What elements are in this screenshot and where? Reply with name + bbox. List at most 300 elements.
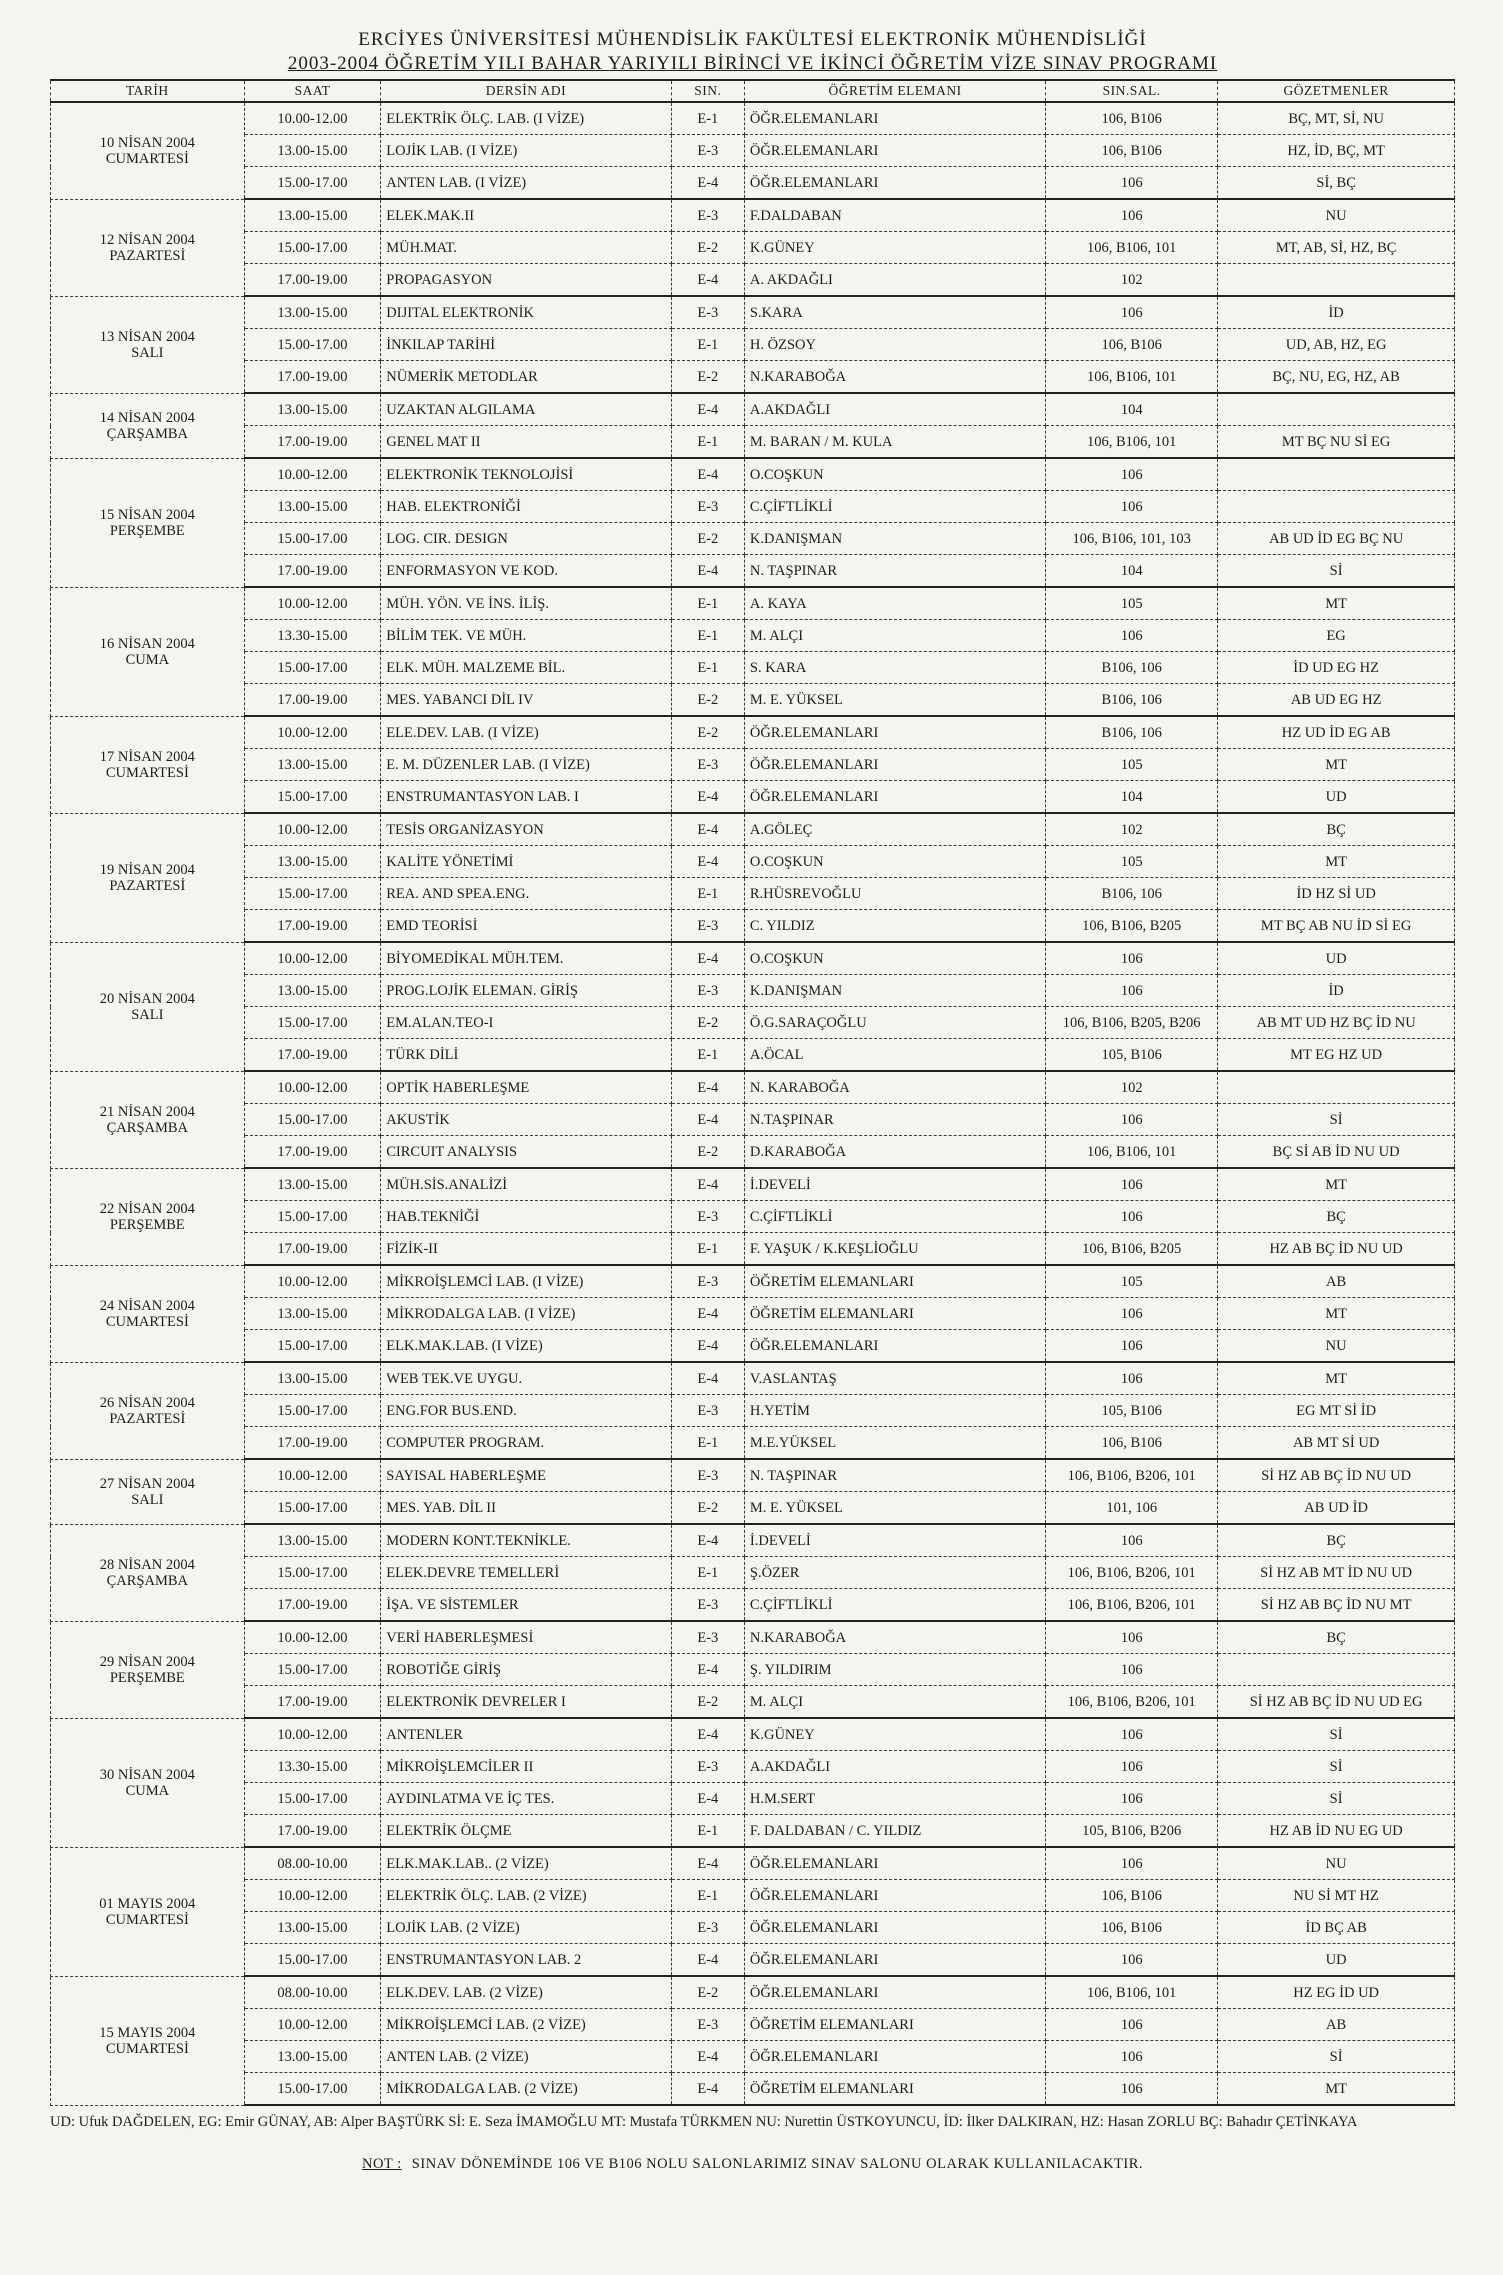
observers-cell: MT, AB, Sİ, HZ, BÇ xyxy=(1218,232,1455,264)
time-cell: 15.00-17.00 xyxy=(244,167,381,200)
time-cell: 15.00-17.00 xyxy=(244,232,381,264)
instructor-cell: A.AKDAĞLI xyxy=(744,1751,1045,1783)
table-row xyxy=(51,749,1455,781)
table-row xyxy=(51,910,1455,943)
observers-cell xyxy=(1218,491,1455,523)
time-cell: 13.30-15.00 xyxy=(244,620,381,652)
room-cell: 106, B106, B206, 101 xyxy=(1046,1557,1218,1589)
instructor-cell: ÖĞR.ELEMANLARI xyxy=(744,135,1045,167)
date-cell xyxy=(51,1362,245,1459)
col-header-class: SIN. xyxy=(671,80,744,102)
instructor-cell: O.COŞKUN xyxy=(744,846,1045,878)
table-row xyxy=(51,1589,1455,1622)
time-cell: 17.00-19.00 xyxy=(244,426,381,459)
date-cell xyxy=(51,1524,245,1621)
time-cell: 15.00-17.00 xyxy=(244,1492,381,1525)
time-cell: 17.00-19.00 xyxy=(244,264,381,297)
instructor-cell: N.KARABOĞA xyxy=(744,1621,1045,1654)
room-cell: 106 xyxy=(1046,620,1218,652)
room-cell: 106 xyxy=(1046,942,1218,975)
note-text: SINAV DÖNEMİNDE 106 VE B106 NOLU SALONLARIMIZ SINAV SALONU OLARAK KULLANILACAKTIR. xyxy=(411,2156,1144,2172)
observers-cell: MT xyxy=(1218,1168,1455,1201)
instructor-cell: ÖĞR.ELEMANLARI xyxy=(744,1944,1045,1977)
observers-cell xyxy=(1218,1071,1455,1104)
course-cell: ENSTRUMANTASYON LAB. 2 xyxy=(381,1944,671,1977)
table-row xyxy=(51,102,1455,135)
class-cell: E-4 xyxy=(671,1847,744,1880)
observers-cell: AB UD İD EG BÇ NU xyxy=(1218,523,1455,555)
observers-cell: İD HZ Sİ UD xyxy=(1218,878,1455,910)
time-cell: 10.00-12.00 xyxy=(244,942,381,975)
weekday-text: SALI xyxy=(131,1491,164,1508)
observers-cell: İD xyxy=(1218,975,1455,1007)
table-row xyxy=(51,1751,1455,1783)
class-cell: E-3 xyxy=(671,1265,744,1298)
course-cell: PROG.LOJİK ELEMAN. GİRİŞ xyxy=(381,975,671,1007)
table-row xyxy=(51,684,1455,717)
table-row xyxy=(51,232,1455,264)
observers-cell: Sİ HZ AB MT İD NU UD xyxy=(1218,1557,1455,1589)
table-row xyxy=(51,1104,1455,1136)
observers-cell: Sİ xyxy=(1218,1718,1455,1751)
instructor-cell: C.ÇİFTLİKLİ xyxy=(744,1201,1045,1233)
course-cell: İŞA. VE SİSTEMLER xyxy=(381,1589,671,1622)
room-cell: 106, B106, 101 xyxy=(1046,361,1218,394)
time-cell: 17.00-19.00 xyxy=(244,555,381,588)
observers-cell: UD xyxy=(1218,781,1455,814)
legend xyxy=(50,2112,1455,2132)
time-cell: 10.00-12.00 xyxy=(244,1071,381,1104)
class-cell: E-2 xyxy=(671,684,744,717)
time-cell: 10.00-12.00 xyxy=(244,716,381,749)
table-row xyxy=(51,652,1455,684)
table-row xyxy=(51,813,1455,846)
course-cell: GENEL MAT II xyxy=(381,426,671,459)
table-row xyxy=(51,1039,1455,1072)
time-cell: 13.00-15.00 xyxy=(244,1168,381,1201)
room-cell: 104 xyxy=(1046,555,1218,588)
table-header-row xyxy=(51,80,1455,102)
observers-cell xyxy=(1218,458,1455,491)
class-cell: E-1 xyxy=(671,329,744,361)
date-cell xyxy=(51,813,245,942)
course-cell: FİZİK-II xyxy=(381,1233,671,1266)
table-row xyxy=(51,1686,1455,1719)
table-row xyxy=(51,1233,1455,1266)
class-cell: E-3 xyxy=(671,1751,744,1783)
table-row xyxy=(51,1395,1455,1427)
course-cell: BİLİM TEK. VE MÜH. xyxy=(381,620,671,652)
instructor-cell: N. TAŞPINAR xyxy=(744,1459,1045,1492)
date-text: 13 NİSAN 2004 xyxy=(99,328,195,345)
class-cell: E-4 xyxy=(671,1362,744,1395)
class-cell: E-4 xyxy=(671,1104,744,1136)
room-cell: 102 xyxy=(1046,813,1218,846)
header-line-1: ERCİYES ÜNİVERSİTESİ MÜHENDİSLİK FAKÜLTESİ ELEKTRONİK MÜHENDİSLİĞİ xyxy=(358,29,1147,50)
date-cell xyxy=(51,942,245,1071)
instructor-cell: ÖĞRETİM ELEMANLARI xyxy=(744,2073,1045,2106)
room-cell: 106, B106, 101 xyxy=(1046,232,1218,264)
weekday-text: PERŞEMBE xyxy=(109,1669,185,1686)
class-cell: E-4 xyxy=(671,942,744,975)
class-cell: E-3 xyxy=(671,749,744,781)
course-cell: MİKRODALGA LAB. (2 VİZE) xyxy=(381,2073,671,2106)
instructor-cell: R.HÜSREVOĞLU xyxy=(744,878,1045,910)
date-text: 26 NİSAN 2004 xyxy=(99,1394,195,1411)
date-text: 10 NİSAN 2004 xyxy=(99,134,195,151)
time-cell: 15.00-17.00 xyxy=(244,2073,381,2106)
course-cell: MİKROİŞLEMCİ LAB. (2 VİZE) xyxy=(381,2009,671,2041)
time-cell: 13.00-15.00 xyxy=(244,749,381,781)
time-cell: 15.00-17.00 xyxy=(244,329,381,361)
instructor-cell: N.KARABOĞA xyxy=(744,361,1045,394)
observers-cell: Sİ HZ AB BÇ İD NU UD xyxy=(1218,1459,1455,1492)
time-cell: 10.00-12.00 xyxy=(244,458,381,491)
time-cell: 10.00-12.00 xyxy=(244,102,381,135)
observers-cell: MT xyxy=(1218,846,1455,878)
class-cell: E-2 xyxy=(671,1136,744,1169)
course-cell: VERİ HABERLEŞMESİ xyxy=(381,1621,671,1654)
room-cell: 105 xyxy=(1046,749,1218,781)
table-row xyxy=(51,1362,1455,1395)
date-cell xyxy=(51,716,245,813)
table-row xyxy=(51,329,1455,361)
room-cell: 106 xyxy=(1046,1718,1218,1751)
table-row xyxy=(51,393,1455,426)
room-cell: 106, B106 xyxy=(1046,102,1218,135)
time-cell: 15.00-17.00 xyxy=(244,652,381,684)
room-cell: 106, B106, 101 xyxy=(1046,1976,1218,2009)
class-cell: E-4 xyxy=(671,1524,744,1557)
instructor-cell: ÖĞR.ELEMANLARI xyxy=(744,2041,1045,2073)
observers-cell: BÇ, NU, EG, HZ, AB xyxy=(1218,361,1455,394)
time-cell: 10.00-12.00 xyxy=(244,587,381,620)
class-cell: E-2 xyxy=(671,1976,744,2009)
date-text: 28 NİSAN 2004 xyxy=(99,1556,195,1573)
room-cell: 106 xyxy=(1046,1330,1218,1363)
class-cell: E-3 xyxy=(671,2009,744,2041)
room-cell: 106 xyxy=(1046,2073,1218,2106)
table-row xyxy=(51,878,1455,910)
col-header-observers: GÖZETMENLER xyxy=(1218,80,1455,102)
date-cell xyxy=(51,1168,245,1265)
date-text: 12 NİSAN 2004 xyxy=(99,231,195,248)
time-cell: 10.00-12.00 xyxy=(244,813,381,846)
table-row xyxy=(51,361,1455,394)
time-cell: 13.00-15.00 xyxy=(244,393,381,426)
time-cell: 15.00-17.00 xyxy=(244,1007,381,1039)
instructor-cell: H.M.SERT xyxy=(744,1783,1045,1815)
col-header-time: SAAT xyxy=(244,80,381,102)
course-cell: ELEKTRİK ÖLÇ. LAB. (2 VİZE) xyxy=(381,1880,671,1912)
room-cell: 106 xyxy=(1046,975,1218,1007)
instructor-cell: N. TAŞPINAR xyxy=(744,555,1045,588)
instructor-cell: C.ÇİFTLİKLİ xyxy=(744,491,1045,523)
course-cell: ELEKTRONİK DEVRELER I xyxy=(381,1686,671,1719)
instructor-cell: H. ÖZSOY xyxy=(744,329,1045,361)
weekday-text: CUMARTESİ xyxy=(105,1313,189,1330)
instructor-cell: K.DANIŞMAN xyxy=(744,975,1045,1007)
class-cell: E-1 xyxy=(671,620,744,652)
time-cell: 13.00-15.00 xyxy=(244,1362,381,1395)
room-cell: 105 xyxy=(1046,587,1218,620)
observers-cell: Sİ, BÇ xyxy=(1218,167,1455,200)
table-row xyxy=(51,1815,1455,1848)
instructor-cell: ÖĞRETİM ELEMANLARI xyxy=(744,2009,1045,2041)
course-cell: ELK.MAK.LAB. (I VİZE) xyxy=(381,1330,671,1363)
room-cell: 106, B106 xyxy=(1046,135,1218,167)
observers-cell: İD UD EG HZ xyxy=(1218,652,1455,684)
date-text: 27 NİSAN 2004 xyxy=(99,1475,195,1492)
observers-cell: Sİ HZ AB BÇ İD NU UD EG xyxy=(1218,1686,1455,1719)
room-cell: 106, B106, B206, 101 xyxy=(1046,1686,1218,1719)
class-cell: E-4 xyxy=(671,1944,744,1977)
time-cell: 15.00-17.00 xyxy=(244,523,381,555)
weekday-text: CUMARTESİ xyxy=(105,2040,189,2057)
date-text: 20 NİSAN 2004 xyxy=(99,990,195,1007)
observers-cell: MT xyxy=(1218,587,1455,620)
time-cell: 13.00-15.00 xyxy=(244,1524,381,1557)
schedule-body xyxy=(51,102,1455,2105)
table-row xyxy=(51,2009,1455,2041)
course-cell: MÜH. YÖN. VE İNS. İLİŞ. xyxy=(381,587,671,620)
table-row xyxy=(51,1298,1455,1330)
class-cell: E-4 xyxy=(671,846,744,878)
room-cell: 106, B106, 101 xyxy=(1046,426,1218,459)
room-cell: 106, B106 xyxy=(1046,1880,1218,1912)
time-cell: 10.00-12.00 xyxy=(244,1265,381,1298)
observers-cell: HZ AB BÇ İD NU UD xyxy=(1218,1233,1455,1266)
room-cell: 102 xyxy=(1046,1071,1218,1104)
course-cell: MES. YAB. DİL II xyxy=(381,1492,671,1525)
room-cell: 106 xyxy=(1046,1847,1218,1880)
course-cell: DIJITAL ELEKTRONİK xyxy=(381,296,671,329)
table-row xyxy=(51,1427,1455,1460)
instructor-cell: M.E.YÜKSEL xyxy=(744,1427,1045,1460)
course-cell: ELK. MÜH. MALZEME BİL. xyxy=(381,652,671,684)
room-cell: 106, B106, B206, 101 xyxy=(1046,1459,1218,1492)
course-cell: ANTEN LAB. (I VİZE) xyxy=(381,167,671,200)
date-cell xyxy=(51,1847,245,1976)
course-cell: CIRCUIT ANALYSIS xyxy=(381,1136,671,1169)
col-header-date: TARİH xyxy=(51,80,245,102)
instructor-cell: ÖĞR.ELEMANLARI xyxy=(744,749,1045,781)
instructor-cell: F.DALDABAN xyxy=(744,199,1045,232)
weekday-text: SALI xyxy=(131,1006,164,1023)
room-cell: 106, B106, 101 xyxy=(1046,1136,1218,1169)
course-cell: AKUSTİK xyxy=(381,1104,671,1136)
room-cell: 105, B106 xyxy=(1046,1395,1218,1427)
time-cell: 13.00-15.00 xyxy=(244,1912,381,1944)
time-cell: 15.00-17.00 xyxy=(244,1557,381,1589)
room-cell: 106, B106, B205, B206 xyxy=(1046,1007,1218,1039)
time-cell: 17.00-19.00 xyxy=(244,1136,381,1169)
date-text: 22 NİSAN 2004 xyxy=(99,1200,195,1217)
time-cell: 13.00-15.00 xyxy=(244,975,381,1007)
time-cell: 17.00-19.00 xyxy=(244,684,381,717)
room-cell: B106, 106 xyxy=(1046,878,1218,910)
class-cell: E-1 xyxy=(671,1427,744,1460)
instructor-cell: C. YILDIZ xyxy=(744,910,1045,943)
time-cell: 15.00-17.00 xyxy=(244,878,381,910)
room-cell: 105 xyxy=(1046,1265,1218,1298)
room-cell: 104 xyxy=(1046,781,1218,814)
class-cell: E-4 xyxy=(671,167,744,200)
class-cell: E-1 xyxy=(671,587,744,620)
document-page xyxy=(50,28,1455,2173)
class-cell: E-1 xyxy=(671,1815,744,1848)
date-cell xyxy=(51,458,245,587)
legend-text: UD: Ufuk DAĞDELEN, EG: Emir GÜNAY, AB: Alper BAŞTÜRK Sİ: E. Seza İMAMOĞLU MT: Mustafa TÜRKMEN NU: Nurettin ÜSTKOYUNCU, İD: İlker DALKIRAN, HZ: Hasan ZORLU BÇ: Bahadır ÇETİNKAYA xyxy=(50,2114,1358,2130)
date-cell xyxy=(51,1718,245,1847)
observers-cell xyxy=(1218,393,1455,426)
instructor-cell: F. DALDABAN / C. YILDIZ xyxy=(744,1815,1045,1848)
observers-cell: HZ EG İD UD xyxy=(1218,1976,1455,2009)
class-cell: E-4 xyxy=(671,1654,744,1686)
note-label: NOT : xyxy=(361,2156,402,2172)
weekday-text: CUMARTESİ xyxy=(105,150,189,167)
weekday-text: CUMA xyxy=(125,1782,170,1799)
table-row xyxy=(51,1880,1455,1912)
table-row xyxy=(51,1524,1455,1557)
instructor-cell: ÖĞRETİM ELEMANLARI xyxy=(744,1265,1045,1298)
table-row xyxy=(51,135,1455,167)
room-cell: 104 xyxy=(1046,393,1218,426)
observers-cell: UD xyxy=(1218,1944,1455,1977)
class-cell: E-3 xyxy=(671,1201,744,1233)
observers-cell: MT BÇ NU Sİ EG xyxy=(1218,426,1455,459)
observers-cell xyxy=(1218,1654,1455,1686)
date-text: 14 NİSAN 2004 xyxy=(99,409,195,426)
class-cell: E-3 xyxy=(671,1395,744,1427)
observers-cell: AB UD EG HZ xyxy=(1218,684,1455,717)
time-cell: 15.00-17.00 xyxy=(244,1783,381,1815)
course-cell: ENFORMASYON VE KOD. xyxy=(381,555,671,588)
class-cell: E-4 xyxy=(671,458,744,491)
table-row xyxy=(51,1168,1455,1201)
observers-cell: EG xyxy=(1218,620,1455,652)
observers-cell: EG MT Sİ İD xyxy=(1218,1395,1455,1427)
course-cell: KALİTE YÖNETİMİ xyxy=(381,846,671,878)
course-cell: MODERN KONT.TEKNİKLE. xyxy=(381,1524,671,1557)
instructor-cell: M. BARAN / M. KULA xyxy=(744,426,1045,459)
class-cell: E-4 xyxy=(671,2041,744,2073)
time-cell: 10.00-12.00 xyxy=(244,1880,381,1912)
class-cell: E-1 xyxy=(671,1233,744,1266)
table-row xyxy=(51,1783,1455,1815)
instructor-cell: ÖĞR.ELEMANLARI xyxy=(744,1880,1045,1912)
date-text: 24 NİSAN 2004 xyxy=(99,1297,195,1314)
time-cell: 08.00-10.00 xyxy=(244,1976,381,2009)
class-cell: E-2 xyxy=(671,1686,744,1719)
course-cell: ELEKTRİK ÖLÇ. LAB. (I VİZE) xyxy=(381,102,671,135)
date-cell xyxy=(51,393,245,458)
table-row xyxy=(51,1007,1455,1039)
table-row xyxy=(51,1201,1455,1233)
weekday-text: ÇARŞAMBA xyxy=(106,425,189,442)
instructor-cell: M. E. YÜKSEL xyxy=(744,684,1045,717)
course-cell: MİKROİŞLEMCİLER II xyxy=(381,1751,671,1783)
observers-cell: AB MT UD HZ BÇ İD NU xyxy=(1218,1007,1455,1039)
weekday-text: CUMARTESİ xyxy=(105,764,189,781)
time-cell: 13.00-15.00 xyxy=(244,846,381,878)
room-cell: 106 xyxy=(1046,167,1218,200)
room-cell: 106 xyxy=(1046,296,1218,329)
instructor-cell: ÖĞR.ELEMANLARI xyxy=(744,102,1045,135)
class-cell: E-4 xyxy=(671,1330,744,1363)
class-cell: E-4 xyxy=(671,2073,744,2106)
course-cell: ROBOTİĞE GİRİŞ xyxy=(381,1654,671,1686)
date-text: 16 NİSAN 2004 xyxy=(99,635,195,652)
time-cell: 17.00-19.00 xyxy=(244,1589,381,1622)
instructor-cell: İ.DEVELİ xyxy=(744,1524,1045,1557)
instructor-cell: A.ÖCAL xyxy=(744,1039,1045,1072)
table-row xyxy=(51,975,1455,1007)
date-text: 15 NİSAN 2004 xyxy=(99,506,195,523)
time-cell: 15.00-17.00 xyxy=(244,1330,381,1363)
observers-cell: AB MT Sİ UD xyxy=(1218,1427,1455,1460)
instructor-cell: K.DANIŞMAN xyxy=(744,523,1045,555)
room-cell: 106 xyxy=(1046,2041,1218,2073)
time-cell: 08.00-10.00 xyxy=(244,1847,381,1880)
class-cell: E-3 xyxy=(671,135,744,167)
date-cell xyxy=(51,1621,245,1718)
class-cell: E-4 xyxy=(671,781,744,814)
observers-cell: HZ AB İD NU EG UD xyxy=(1218,1815,1455,1848)
course-cell: MES. YABANCI DİL IV xyxy=(381,684,671,717)
room-cell: 106 xyxy=(1046,1751,1218,1783)
time-cell: 13.00-15.00 xyxy=(244,296,381,329)
instructor-cell: ÖĞR.ELEMANLARI xyxy=(744,781,1045,814)
class-cell: E-1 xyxy=(671,1880,744,1912)
instructor-cell: ÖĞR.ELEMANLARI xyxy=(744,1976,1045,2009)
class-cell: E-4 xyxy=(671,813,744,846)
table-row xyxy=(51,1557,1455,1589)
table-row xyxy=(51,1071,1455,1104)
header-line-2: 2003-2004 ÖĞRETİM YILI BAHAR YARIYILI BİRİNCİ VE İKİNCİ ÖĞRETİM VİZE SINAV PROGRAMI xyxy=(287,53,1218,74)
observers-cell: BÇ xyxy=(1218,1201,1455,1233)
instructor-cell: İ.DEVELİ xyxy=(744,1168,1045,1201)
observers-cell xyxy=(1218,264,1455,297)
instructor-cell: A.AKDAĞLI xyxy=(744,393,1045,426)
instructor-cell: A. AKDAĞLI xyxy=(744,264,1045,297)
observers-cell: AB xyxy=(1218,1265,1455,1298)
class-cell: E-3 xyxy=(671,1621,744,1654)
instructor-cell: K.GÜNEY xyxy=(744,1718,1045,1751)
time-cell: 10.00-12.00 xyxy=(244,1459,381,1492)
time-cell: 15.00-17.00 xyxy=(244,1201,381,1233)
table-row xyxy=(51,942,1455,975)
table-row xyxy=(51,1492,1455,1525)
instructor-cell: N. KARABOĞA xyxy=(744,1071,1045,1104)
course-cell: UZAKTAN ALGILAMA xyxy=(381,393,671,426)
room-cell: 106, B106 xyxy=(1046,1427,1218,1460)
class-cell: E-2 xyxy=(671,1492,744,1525)
instructor-cell: H.YETİM xyxy=(744,1395,1045,1427)
time-cell: 10.00-12.00 xyxy=(244,2009,381,2041)
time-cell: 13.00-15.00 xyxy=(244,2041,381,2073)
course-cell: TESİS ORGANİZASYON xyxy=(381,813,671,846)
observers-cell: Sİ xyxy=(1218,1104,1455,1136)
class-cell: E-1 xyxy=(671,426,744,459)
table-row xyxy=(51,458,1455,491)
class-cell: E-4 xyxy=(671,393,744,426)
observers-cell: MT xyxy=(1218,2073,1455,2106)
room-cell: 102 xyxy=(1046,264,1218,297)
course-cell: ELE.DEV. LAB. (I VİZE) xyxy=(381,716,671,749)
table-row xyxy=(51,1718,1455,1751)
room-cell: 105, B106 xyxy=(1046,1039,1218,1072)
